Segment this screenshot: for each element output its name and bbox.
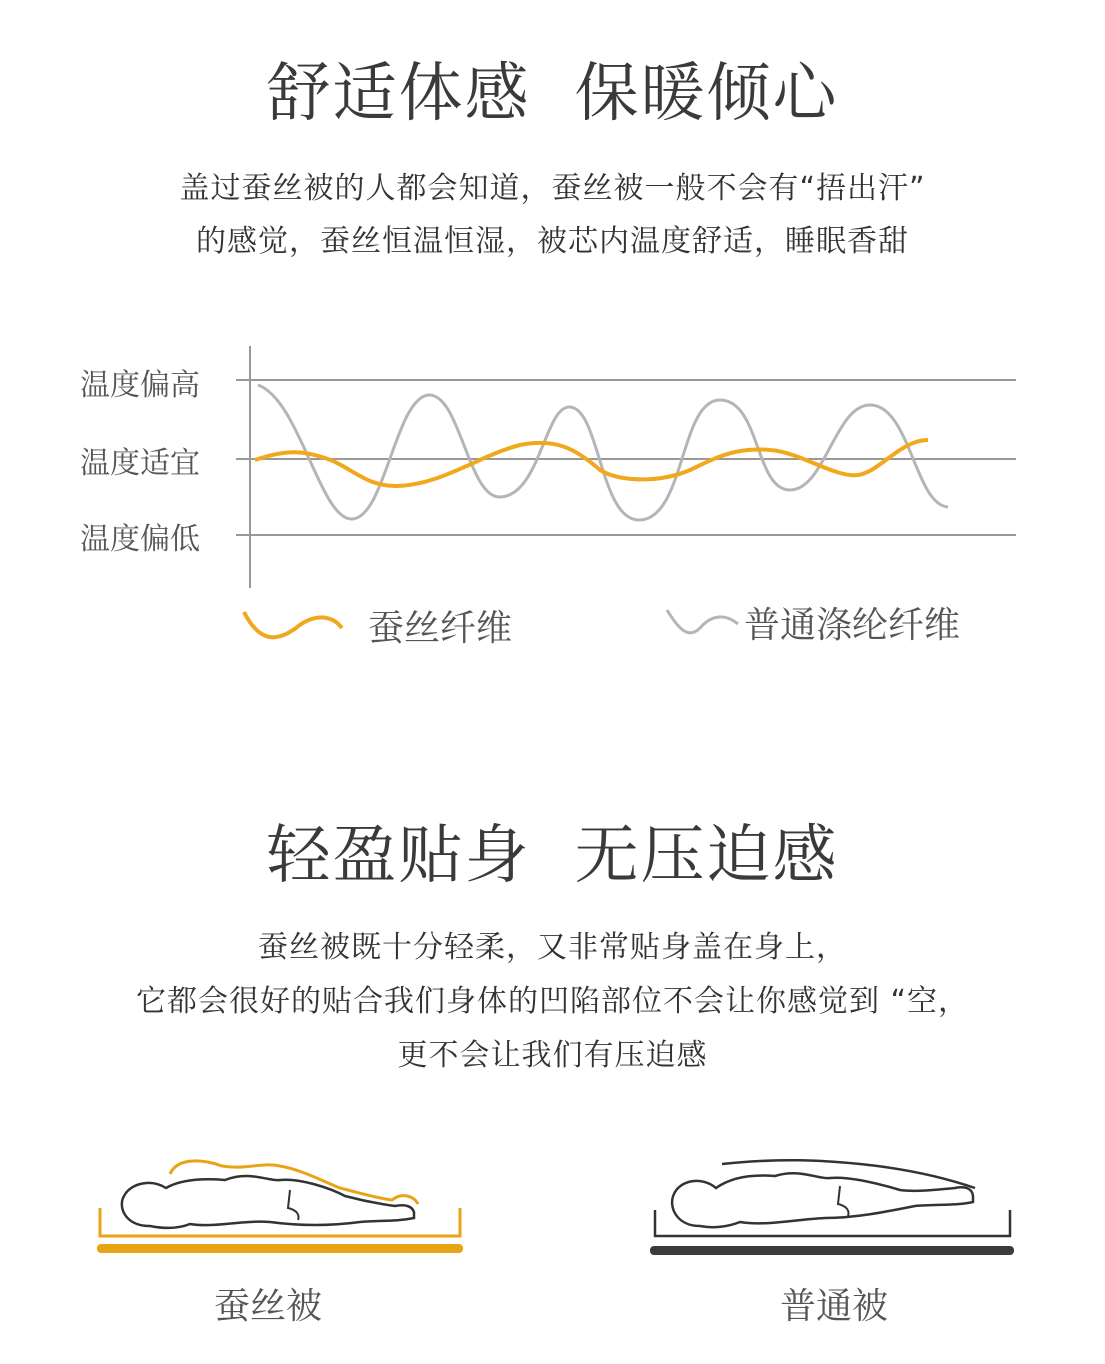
- series-silk-line: [255, 440, 928, 486]
- regular-quilt-illustration: [650, 1160, 1014, 1255]
- silk-quilt-caption: 蚕丝被: [213, 1286, 322, 1327]
- y-label-low: 温度偏低: [80, 522, 200, 557]
- section2-desc-line-3: 更不会让我们有压迫感: [397, 1038, 708, 1073]
- legend-polyester-swatch: [667, 610, 738, 633]
- section2-desc-line-2: 它都会很好的贴合我们身体的凹陷部位不会让你感觉到 “空，: [135, 984, 970, 1019]
- section2-title-right: 无压迫感: [574, 819, 839, 893]
- section1-desc-line-2: 的感觉，蚕丝恒温恒湿，被芯内温度舒适，睡眠香甜: [196, 224, 909, 259]
- section1-title-right: 保暖倾心: [574, 57, 839, 131]
- silk-quilt-illustration: [97, 1161, 463, 1253]
- section2-title: [0, 804, 1105, 896]
- legend-silk-label: 蚕丝纤维: [368, 608, 513, 649]
- section2-desc-line-1: 蚕丝被既十分轻柔，又非常贴身盖在身上，: [258, 930, 847, 965]
- section2-title-left: 轻盈贴身: [266, 819, 531, 893]
- regular-quilt-drape: [722, 1160, 975, 1188]
- regular-base-bar: [650, 1246, 1014, 1255]
- silk-quilt-drape: [170, 1161, 418, 1204]
- section1-desc-line-1: 盖过蚕丝被的人都会知道，蚕丝被一般不会有“捂出汗”: [179, 171, 926, 206]
- legend-silk-swatch: [244, 612, 342, 637]
- section1-title-left: 舒适体感: [266, 57, 531, 131]
- series-polyester-line: [258, 385, 948, 520]
- y-label-high: 温度偏高: [80, 368, 200, 403]
- legend-polyester-label: 普通涤纶纤维: [744, 605, 961, 646]
- regular-person-outline: [672, 1173, 973, 1227]
- y-label-suitable: 温度适宜: [80, 446, 200, 481]
- regular-mattress-outline: [655, 1210, 1010, 1236]
- illustrations: [0, 1140, 1105, 1270]
- silk-person-outline: [122, 1176, 414, 1228]
- regular-quilt-caption: 普通被: [779, 1286, 888, 1327]
- silk-base-bar: [97, 1244, 463, 1253]
